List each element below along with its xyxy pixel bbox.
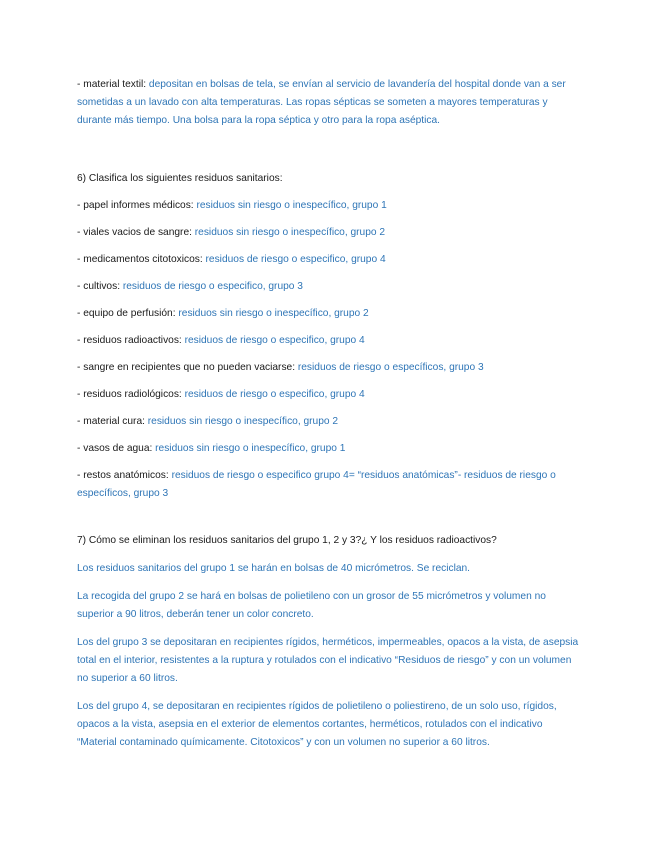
item-answer: residuos de riesgo o específicos, grupo 3 [297,362,484,373]
item-label: - restos anatómicos: [77,470,172,481]
list-item [77,332,582,350]
item-answer: residuos de riesgo o especifico, grupo 4 [184,389,365,400]
item-label: - material cura: [77,416,148,427]
q7-answers [77,560,582,752]
list-item [77,440,582,458]
answer-paragraph: Los residuos sanitarios del grupo 1 se harán en bolsas de 40 micrómetros. Se reciclan. [77,563,470,574]
item-answer: residuos sin riesgo o inespecífico, grupo 2 [147,416,339,427]
q7-title: 7) Cómo se eliminan los residuos sanitarios del grupo 1, 2 y 3?¿ Y los residuos radioactivos? [77,535,497,546]
textile-paragraph [77,76,582,130]
q6-list [77,197,582,503]
item-answer: residuos de riesgo o especifico, grupo 3 [122,281,303,292]
answer-paragraph: La recogida del grupo 2 se hará en bolsas de polietileno con un grosor de 55 micrómetros y volumen no superior a 90 litros, deberán tener un color concreto. [77,591,546,620]
item-label: - equipo de perfusión: [77,308,179,319]
document-body [77,76,582,762]
list-item [77,413,582,431]
item-label: - cultivos: [77,281,123,292]
item-answer: residuos de riesgo o especifico, grupo 4 [205,254,386,265]
textile-answer: depositan en bolsas de tela, se envían al servicio de lavandería del hospital donde van a ser sometidas a un lavado con alta temperaturas. Las ropas sépticas se someten a mayores temperaturas y durante más tiempo. Una bolsa para la ropa séptica y otro para la ropa aséptica. [77,79,566,126]
answer-paragraph: Los del grupo 3 se depositaran en recipientes rígidos, herméticos, impermeables, opacos a la vista, de asepsia total en el interior, resistentes a la ruptura y rotulados con el indicativo “Residuos de riesgo” y con un volumen no superior a 60 litros. [77,637,579,684]
item-label: - papel informes médicos: [77,200,197,211]
list-item [77,251,582,269]
list-item [77,386,582,404]
list-item [77,224,582,242]
item-answer: residuos sin riesgo o inespecífico, grupo 1 [155,443,346,454]
item-answer: residuos de riesgo o especifico, grupo 4 [184,335,365,346]
list-item [77,305,582,323]
list-item [77,197,582,215]
item-label: - residuos radiológicos: [77,389,185,400]
list-item [77,467,582,503]
item-answer: residuos sin riesgo o inespecífico, grupo 2 [178,308,369,319]
item-label: - vasos de agua: [77,443,156,454]
answer-paragraph: Los del grupo 4, se depositaran en recipientes rígidos de polietileno o poliestireno, de un solo uso, rígidos, opacos a la vista, asepsia en el exterior de elementos cortantes, herméticos, rotulados con el indicativo “Material contaminado químicamente. Citotoxicos” y con un volumen no superior a 60 litros. [77,701,557,748]
q6-title: 6) Clasifica los siguientes residuos sanitarios: [77,173,283,184]
item-label: - sangre en recipientes que no pueden vaciarse: [77,362,298,373]
list-item [77,278,582,296]
item-label: - viales vacios de sangre: [77,227,195,238]
textile-label: - material textil: [77,79,149,90]
item-answer: residuos sin riesgo o inespecífico, grupo 2 [194,227,386,238]
item-answer: residuos de riesgo o especifico grupo 4= “residuos anatómicas”- residuos de riesgo o específicos, grupo 3 [77,470,556,499]
item-label: - residuos radioactivos: [77,335,185,346]
list-item [77,359,582,377]
item-label: - medicamentos citotoxicos: [77,254,206,265]
item-answer: residuos sin riesgo o inespecífico, grupo 1 [196,200,387,211]
